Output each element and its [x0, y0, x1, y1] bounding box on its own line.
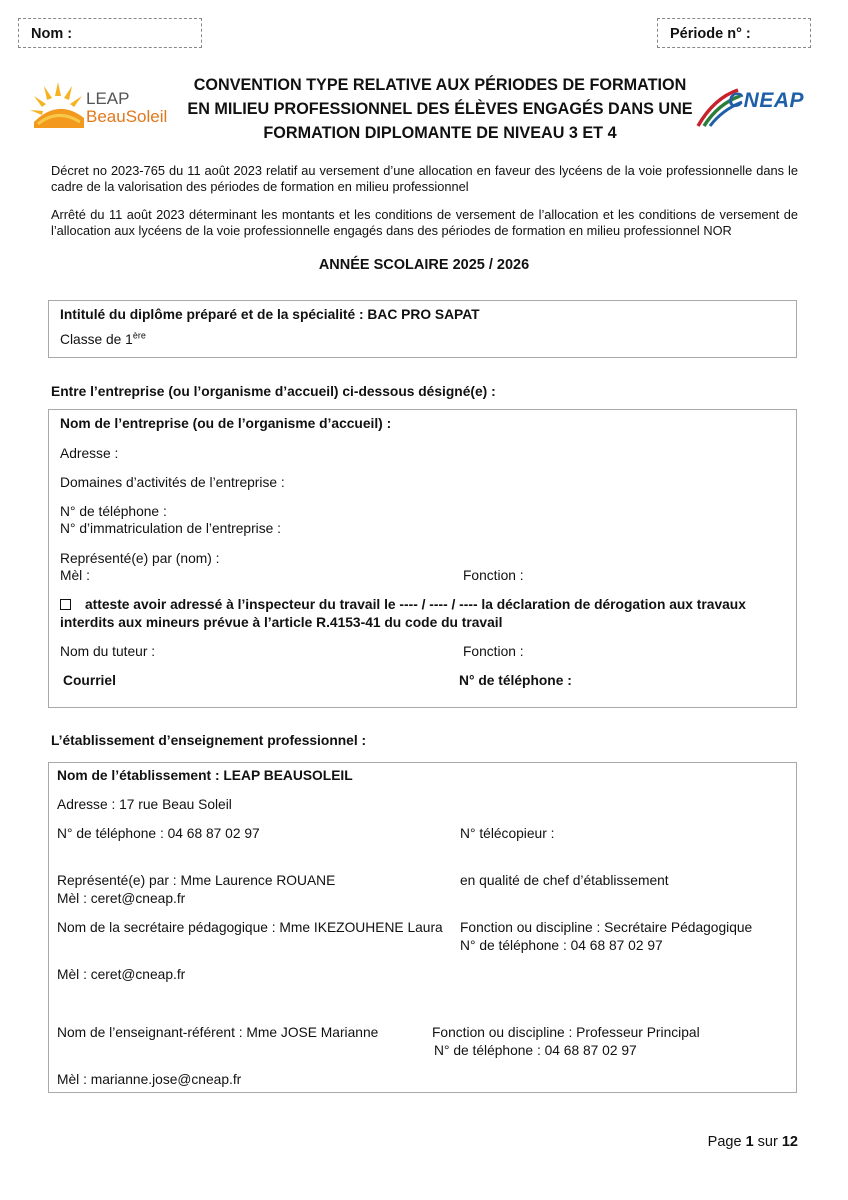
attestation-line-2: interdits aux mineurs prévue à l’article R.4153-41 du code du travail: [60, 615, 503, 630]
teacher-name: Nom de l’enseignant-référent : Mme JOSE Marianne: [57, 1025, 379, 1040]
attestation-line-1: atteste avoir adressé à l’inspecteur du travail le ---- / ---- / ---- la déclaration de dérogation aux travaux: [60, 597, 746, 612]
company-section-heading: Entre l’entreprise (ou l’organisme d’accueil) ci-dessous désigné(e) :: [51, 384, 496, 399]
school-representative-role: en qualité de chef d’établissement: [460, 873, 669, 888]
company-phone-label: N° de téléphone :: [60, 504, 167, 519]
logo-leap-text: LEAP: [86, 89, 130, 108]
company-mel-label: Mèl :: [60, 568, 90, 583]
leap-beausoleil-logo: [28, 78, 168, 130]
diploma-label: Intitulé du diplôme préparé et de la spécialité : BAC PRO SAPAT: [60, 307, 480, 322]
arrete-text: Arrêté du 11 août 2023 déterminant les montants et les conditions de versement de l’allocation et les conditions de versement de l’allocation aux lycéens de la voie professionnelle engagés dans des périodes de formation en milieu professionnel NOR: [51, 207, 798, 238]
teacher-phone: N° de téléphone : 04 68 87 02 97: [434, 1043, 637, 1058]
school-name: Nom de l’établissement : LEAP BEAUSOLEIL: [57, 768, 353, 783]
tutor-email-label: Courriel: [63, 673, 116, 688]
cneap-logo: [694, 84, 806, 130]
attestation-checkbox[interactable]: [60, 599, 71, 610]
company-address-label: Adresse :: [60, 446, 119, 461]
secretary-function: Fonction ou discipline : Secrétaire Pédagogique: [460, 920, 753, 935]
school-representative: Représenté(e) par : Mme Laurence ROUANE: [57, 873, 336, 888]
tutor-function-label: Fonction :: [463, 644, 524, 659]
nom-field[interactable]: [18, 18, 202, 48]
school-box: [48, 762, 797, 1093]
tutor-phone-label: N° de téléphone :: [459, 673, 572, 688]
title-line-2: EN MILIEU PROFESSIONNEL DES ÉLÈVES ENGAGÉS DANS UNE: [187, 100, 693, 118]
tutor-name-label: Nom du tuteur :: [60, 644, 156, 659]
page-number: Page 1 sur 12: [707, 1134, 798, 1150]
school-section-heading: L’établissement d’enseignement professionnel :: [51, 733, 367, 748]
title-line-3: FORMATION DIPLOMANTE DE NIVEAU 3 ET 4: [263, 124, 617, 142]
decret-text: Décret no 2023-765 du 11 août 2023 relatif au versement d’une allocation en faveur des lycéens de la voie professionnelle dans le cadre de la valorisation des périodes de formation en milieu professionnel: [51, 163, 798, 194]
periode-label: Période n° :: [670, 26, 751, 42]
diploma-box: [48, 300, 797, 358]
company-registration-label: N° d’immatriculation de l’entreprise :: [60, 521, 281, 536]
company-box: [48, 409, 797, 708]
school-address: Adresse : 17 rue Beau Soleil: [57, 797, 232, 812]
school-mel-2: Mèl : ceret@cneap.fr: [57, 967, 186, 982]
periode-field[interactable]: [657, 18, 811, 48]
diploma-classe: Classe de 1ère: [60, 330, 146, 347]
school-fax-label: N° télécopieur :: [460, 826, 555, 841]
title-line-1: CONVENTION TYPE RELATIVE AUX PÉRIODES DE FORMATION: [193, 76, 687, 94]
school-phone: N° de téléphone : 04 68 87 02 97: [57, 826, 260, 841]
secretary-name: Nom de la secrétaire pédagogique : Mme IKEZOUHENE Laura: [57, 920, 443, 935]
company-name-label: Nom de l’entreprise (ou de l’organisme d’accueil) :: [60, 416, 392, 431]
company-domains-label: Domaines d’activités de l’entreprise :: [60, 475, 285, 490]
company-representative-label: Représenté(e) par (nom) :: [60, 551, 220, 566]
school-year: ANNÉE SCOLAIRE 2025 / 2026: [318, 257, 530, 273]
nom-label: Nom :: [31, 26, 73, 42]
sun-icon: [28, 78, 88, 130]
logo-beausoleil-text: BeauSoleil: [86, 107, 168, 126]
school-mel-3: Mèl : marianne.jose@cneap.fr: [57, 1072, 242, 1087]
secretary-phone: N° de téléphone : 04 68 87 02 97: [460, 938, 663, 953]
school-mel-1: Mèl : ceret@cneap.fr: [57, 891, 186, 906]
teacher-function: Fonction ou discipline : Professeur Principal: [432, 1025, 700, 1040]
document-title: [170, 73, 710, 145]
company-function-label: Fonction :: [463, 568, 524, 583]
cneap-logo-text: CNEAP: [728, 89, 805, 112]
